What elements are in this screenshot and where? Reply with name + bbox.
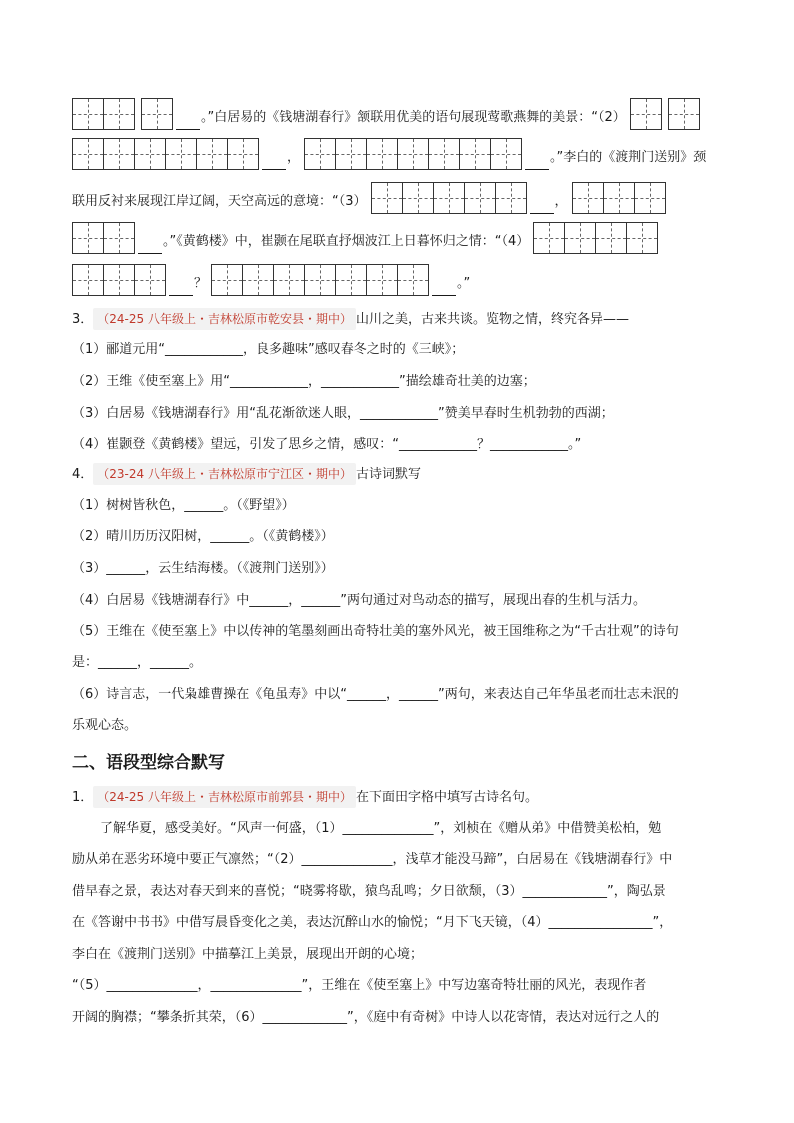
passage-line-6: “（5）______________，______________”，王维在《使至塞上》中写边塞奇特壮丽的风光，表现作者 <box>72 978 647 993</box>
grid-line-4 <box>72 220 660 254</box>
text: 。”白居易的《钱塘湖春行》颔联用优美的语句展现莺歌燕舞的美景：“（2） <box>201 110 626 125</box>
blank <box>138 239 162 254</box>
answer-grid[interactable] <box>304 138 522 170</box>
blank <box>530 199 554 214</box>
answer-grid[interactable] <box>371 182 527 214</box>
q3-item-4: （4）崔颢登《黄鹤楼》望远，引发了思乡之情，感叹：“____________？____________。” <box>72 437 582 452</box>
q3-item-1: （1）郦道元用“____________，良多趣味”感叹春冬之时的《三峡》； <box>72 342 465 357</box>
passage-line-5: 李白在《渡荆门送别》中描摹江上美景，展现出开朗的心境； <box>72 947 424 962</box>
q4-item-5: （5）王维在《使至塞上》中以传神的笔墨刻画出奇特壮美的塞外风光，被王国维称之为“千古壮观”的诗句 <box>72 624 679 639</box>
text: ， <box>287 150 301 165</box>
q3-item-2: （2）王维《使至塞上》用“____________，____________”描绘雄奇壮美的边塞； <box>72 374 536 389</box>
passage-line-1: 了解华夏，感受美好。“风声一何盛，（1）______________”，刘桢在《赠从弟》中借赞美松柏，勉 <box>100 821 662 836</box>
text: 联用反衬来展现江岸辽阔，天空高远的意境：“（3） <box>72 194 367 209</box>
question-number: 1． <box>72 790 94 805</box>
question-intro: 古诗词默写 <box>355 467 421 482</box>
answer-grid[interactable] <box>72 222 135 254</box>
question-number: 3． <box>72 312 94 327</box>
question-3-header <box>72 308 629 330</box>
text: ， <box>554 194 568 209</box>
answer-grid[interactable] <box>72 264 166 296</box>
q4-item-3: （3）______，云生结海楼。（《渡荆门送别》） <box>72 561 334 576</box>
passage-line-4: 在《答谢中书书》中借写晨昏变化之美，表达沉醉山水的愉悦；“月下飞天镜，（4）________________”， <box>72 915 673 930</box>
blank <box>432 281 456 296</box>
blank <box>169 281 193 296</box>
blank <box>262 155 286 170</box>
answer-grid[interactable] <box>572 182 666 214</box>
text: 。”李白的《渡荆门送别》颈 <box>550 150 707 165</box>
source-tag: （24-25 八年级上・吉林松原市前郭县・期中） <box>93 786 356 808</box>
answer-grid[interactable] <box>141 98 173 130</box>
answer-grid[interactable] <box>668 98 700 130</box>
q4-item-6-cont: 乐观心态。 <box>72 718 138 733</box>
section-heading: 二、语段型综合默写 <box>72 753 225 773</box>
answer-grid[interactable] <box>630 98 662 130</box>
passage-line-3: 借早春之景，表达对春天到来的喜悦；“晓雾将歇，猿鸟乱鸣；夕日欲颓，（3）_____________”，陶弘景 <box>72 884 666 899</box>
grid-line-3 <box>72 180 668 214</box>
answer-grid[interactable] <box>533 222 658 254</box>
q4-item-1: （1）树树皆秋色，______。（《野望》） <box>72 498 295 513</box>
grid-line-5 <box>72 262 470 296</box>
q4-item-5-cont: 是：______，______。 <box>72 655 203 670</box>
passage-line-7: 开阔的胸襟；“攀条折其荣，（6）_____________”，《庭中有奇树》中诗人以花寄情，表达对远行之人的 <box>72 1010 660 1025</box>
q4-item-4: （4）白居易《钱塘湖春行》中______，______”两句通过对鸟动态的描写，展现出春的生机与活力。 <box>72 593 647 608</box>
source-tag: （23-24 八年级上・吉林松原市宁江区・期中） <box>93 463 356 485</box>
blank <box>525 155 549 170</box>
grid-line-2 <box>72 136 706 170</box>
q3-item-3: （3）白居易《钱塘湖春行》用“乱花渐欲迷人眼，____________”赞美早春时生机勃勃的西湖； <box>72 406 614 421</box>
q4-item-6: （6）诗言志，一代枭雄曹操在《龟虽寿》中以“______，______”两句，来表达自己年华虽老而壮志未泯的 <box>72 687 679 702</box>
answer-grid[interactable] <box>72 138 259 170</box>
answer-grid[interactable] <box>72 98 135 130</box>
answer-grid[interactable] <box>211 264 429 296</box>
question-number: 4． <box>72 467 94 482</box>
blank <box>176 115 200 130</box>
source-tag: （24-25 八年级上・吉林松原市乾安县・期中） <box>93 308 356 330</box>
text: ？ <box>194 276 208 291</box>
text: 。” <box>457 276 471 291</box>
text: 。”《黄鹤楼》中，崔颢在尾联直抒烟波江上日暮怀归之情：“（4） <box>163 234 530 249</box>
question-1-header <box>72 786 538 808</box>
question-4-header <box>72 463 421 485</box>
question-intro: 山川之美，古来共谈。览物之情，终究各异—— <box>355 312 629 327</box>
q4-item-2: （2）晴川历历汉阳树，______。（《黄鹤楼》） <box>72 529 334 544</box>
question-intro: 在下面田字格中填写古诗名句。 <box>355 790 538 805</box>
passage-line-2: 励从弟在恶劣环境中要正气凛然；“（2）______________，浅草才能没马蹄”，白居易在《钱塘湖春行》中 <box>72 852 673 867</box>
grid-line-1 <box>72 96 702 130</box>
